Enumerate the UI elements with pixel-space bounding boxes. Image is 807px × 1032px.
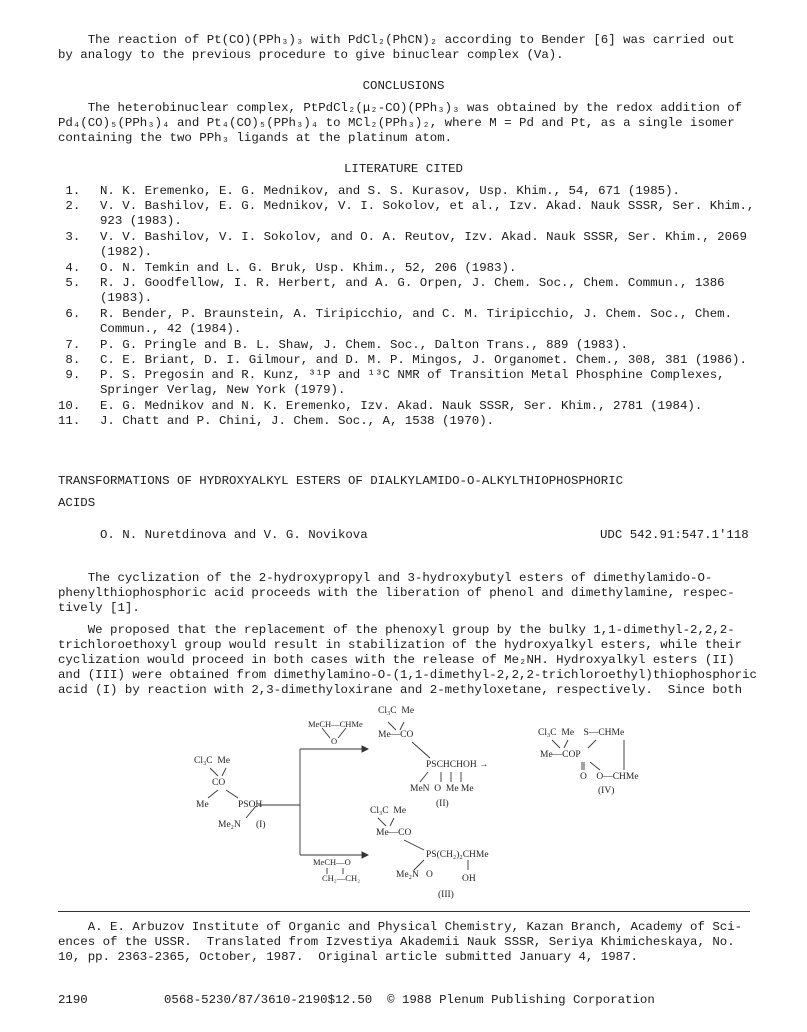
compound-label-II: (II) (436, 799, 449, 809)
bond-line (412, 742, 430, 758)
authors: O. N. Nuretdinova and V. G. Novikova (100, 528, 368, 542)
reference-text: R. J. Goodfellow, I. R. Herbert, and A. G. Orpen, J. Chem. Soc., Chem. Commun., 1386 (100, 276, 725, 290)
bond-line (564, 740, 568, 748)
reference-text: V. V. Bashilov, V. I. Sokolov, and O. A. Reutov, Izv. Akad. Nauk SSSR, Ser. Khim., 2069 (100, 230, 747, 244)
compound-IV-text: Cl₃C Me S—CHMe (538, 728, 625, 738)
compound-I-text: CO (212, 778, 226, 788)
article-title: TRANSFORMATIONS OF HYDROXYALKYL ESTERS OF DIALKYLAMIDO-O-ALKYLTHIOPHOSPHORIC (58, 474, 624, 488)
reference-text: (1983). (100, 291, 153, 305)
compound-I-text: Me₂N (218, 820, 241, 830)
article-title: ACIDS (58, 496, 96, 510)
reagent-top: O (331, 736, 338, 746)
conclusions-line: Pd₄(CO)₅(PPh₃)₄ and Pt₄(CO)₅(PPh₃)₄ to MCl₂(PPh₃)₂, where M = Pd and Pt, as a single isomer (58, 116, 735, 130)
udc-code: UDC 542.91:547.1'118 (600, 528, 749, 542)
compound-label-IV: (IV) (598, 786, 615, 796)
paragraph-line: trichloroethoxyl group would result in stabilization of the hydroxyalkyl esters, while their (58, 638, 743, 652)
reference-text: R. Bender, P. Braunstein, A. Tiripicchio, and C. M. Tiripicchio, J. Chem. Soc., Chem. (100, 307, 733, 321)
reference-text: 923 (1983). (100, 214, 182, 228)
reference-number: 1. (58, 184, 81, 198)
bond-line (414, 860, 424, 870)
bond-line (226, 790, 238, 798)
paragraph-line: acid (I) by reaction with 2,3-dimethyloxirane and 2-methyloxetane, respectively. Since both (58, 683, 743, 697)
compound-III-text: Cl₃C Me (370, 806, 407, 816)
footnote-line: A. E. Arbuzov Institute of Organic and Physical Chemistry, Kazan Branch, Academy of Sci- (58, 920, 743, 934)
paragraph-line: by analogy to the previous procedure to give binuclear complex (Va). (58, 48, 564, 62)
bond-line (588, 740, 596, 748)
reference-number: 2. (58, 199, 81, 213)
paragraph-line: phenylthiophosphoric acid proceeds with the liberation of phenol and dimethylamine, respec- (58, 586, 735, 600)
reference-number: 4. (58, 261, 81, 275)
compound-label-III: (III) (438, 890, 454, 900)
compound-III-text: PS(CH₂)₂CHMe (426, 850, 489, 860)
reference-text: Springer Verlag, New York (1979). (100, 383, 346, 397)
paragraph-line: The reaction of Pt(CO)(PPh₃)₃ with PdCl₂(PhCN)₂ according to Bender [6] was carried out (58, 33, 735, 47)
bond-line (390, 818, 394, 826)
reference-number: 7. (58, 338, 81, 352)
reference-number: 10. (58, 399, 81, 413)
footnote-divider (58, 911, 750, 912)
compound-IV-text: Me—COP (540, 750, 581, 760)
reference-text: P. G. Pringle and B. L. Shaw, J. Chem. Soc., Dalton Trans., 889 (1983). (100, 338, 628, 352)
bond-line (210, 768, 218, 776)
compound-I-text: Me (196, 800, 209, 810)
reference-number: 6. (58, 307, 81, 321)
copyright-line: 0568-5230/87/3610-2190$12.50 © 1988 Plenum Publishing Corporation (164, 993, 655, 1007)
compound-III-text: OH (462, 874, 476, 884)
bond-line (420, 772, 428, 782)
bond-line (388, 722, 396, 730)
bond-line (404, 840, 424, 850)
bond-line (400, 722, 404, 730)
reference-number: 9. (58, 368, 81, 382)
reference-number: 11. (58, 414, 81, 428)
reference-number: 3. (58, 230, 81, 244)
compound-label-I: (I) (256, 820, 266, 830)
compound-II-text: Me—CO (378, 730, 414, 740)
reference-number: 8. (58, 353, 81, 367)
compound-II-text: MeN O Me Me (410, 784, 474, 794)
reference-text: E. G. Mednikov and N. K. Eremenko, Izv. Akad. Nauk SSSR, Ser. Khim., 2781 (1984). (100, 399, 703, 413)
paragraph-line: and (III) were obtained from dimethylamino-O-(1,1-dimethyl-2,2,2-trichloroethyl)thiophosphoric (58, 668, 757, 682)
conclusions-heading: CONCLUSIONS (362, 79, 445, 93)
reference-text: Commun., 42 (1984). (100, 322, 242, 336)
compound-I-text: PSOH (238, 800, 263, 810)
compound-I-text: Cl₃C Me (194, 756, 231, 766)
bond-line (552, 740, 560, 748)
paragraph-line: tively [1]. (58, 601, 140, 615)
reference-text: P. S. Pregosin and R. Kunz, ³¹P and ¹³C NMR of Transition Metal Phosphine Complexes, (100, 368, 725, 382)
reference-text: J. Chatt and P. Chini, J. Chem. Soc., A, 1538 (1970). (100, 414, 495, 428)
reagent-bottom: CH₂—CH₂ (322, 873, 361, 883)
compound-II-text: PSCHCHOH → (426, 760, 489, 770)
reference-text: (1982). (100, 245, 153, 259)
paragraph-line: cyclization would proceed in both cases with the release of Me₂NH. Hydroxyalkyl esters (II) (58, 653, 735, 667)
arrow-head (362, 746, 368, 752)
reference-text: N. K. Eremenko, E. G. Mednikov, and S. S. Kurasov, Usp. Khim., 54, 671 (1985). (100, 184, 680, 198)
bond-line (590, 762, 600, 770)
reagent-bottom: MeCH—O (313, 857, 351, 867)
reference-number: 5. (58, 276, 81, 290)
bond-line (222, 768, 226, 776)
reference-text: V. V. Bashilov, E. G. Mednikov, V. I. Sokolov, et al., Izv. Akad. Nauk SSSR, Ser. Khim., (100, 199, 755, 213)
compound-III-text: Me₂N O (396, 870, 433, 880)
arrow-head (362, 852, 368, 858)
literature-heading: LITERATURE CITED (344, 162, 463, 176)
compound-IV-text: O O—CHMe (580, 772, 639, 782)
reagent-top: MeCH—CHMe (308, 719, 363, 729)
paragraph-line: We proposed that the replacement of the phenoxyl group by the bulky 1,1-dimethyl-2,2,2- (58, 623, 735, 637)
reference-text: O. N. Temkin and L. G. Bruk, Usp. Khim., 52, 206 (1983). (100, 261, 517, 275)
footnote-line: 10, pp. 2363-2365, October, 1987. Original article submitted January 4, 1987. (58, 950, 638, 964)
paragraph-line: The cyclization of the 2-hydroxypropyl and 3-hydroxybutyl esters of dimethylamido-O- (58, 571, 713, 585)
conclusions-line: containing the two PPh₃ ligands at the platinum atom. (58, 131, 453, 145)
conclusions-line: The heterobinuclear complex, PtPdCl₂(μ₂-CO)(PPh₃)₃ was obtained by the redox addition of (58, 101, 743, 115)
bond-line (378, 818, 386, 826)
reference-text: C. E. Briant, D. I. Gilmour, and D. M. P. Mingos, J. Organomet. Chem., 308, 381 (1986). (100, 353, 747, 367)
footnote-line: ences of the USSR. Translated from Izvestiya Akademii Nauk SSSR, Seriya Khimicheskaya, No. (58, 935, 735, 949)
compound-II-text: Cl₃C Me (378, 706, 415, 716)
compound-III-text: Me—CO (376, 828, 412, 838)
bond-line (208, 790, 218, 798)
page-number: 2190 (58, 993, 88, 1007)
